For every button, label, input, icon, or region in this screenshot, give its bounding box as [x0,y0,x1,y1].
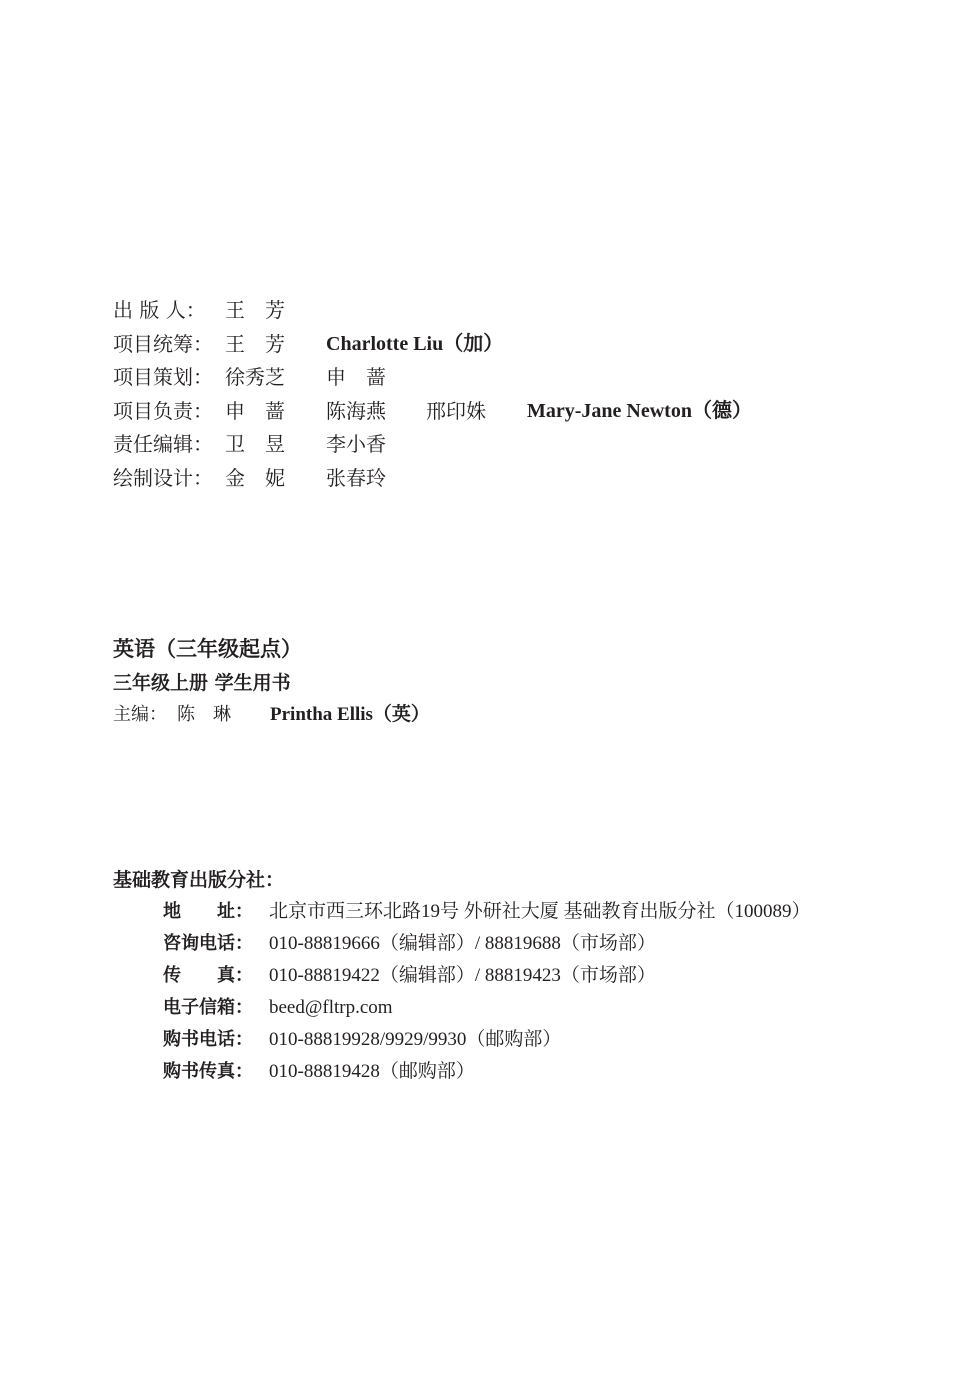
contact-value: 010-88819928/9929/9930（邮购部） [269,1029,562,1050]
contact-row-address [163,896,811,928]
credit-name: 邢印姝 [426,398,486,423]
credit-row-planning [113,361,386,395]
credit-name: 李小香 [326,432,386,456]
credit-row-coordination [113,328,504,362]
credit-name: 王 芳 [225,298,285,322]
contact-label: 电子信箱： [163,997,253,1018]
contact-row-email [163,992,811,1024]
credit-name: Charlotte Liu（加） [326,332,504,355]
editor-name: Printha Ellis（英） [270,704,430,725]
contact-value: 010-88819666（编辑部）/ 88819688（市场部） [269,933,656,954]
credit-name: 卫 昱 [225,432,285,456]
credit-label: 出 版 人： [113,298,206,322]
contact-row-inquiry-phone [163,928,811,960]
credit-name: 张春玲 [326,465,386,490]
credit-name: 金 妮 [225,465,285,490]
credit-label: 项目负责： [113,398,213,423]
contact-label: 购书传真： [163,1061,253,1082]
credit-label: 绘制设计： [113,465,213,490]
book-subtitle: 三年级上册 学生用书 [113,672,291,694]
contact-value: 010-88819428（邮购部） [269,1061,475,1082]
credit-row-editors [113,428,386,462]
credits-block [113,294,752,495]
credit-row-publisher [113,294,285,328]
credit-name: 陈海燕 [326,398,386,423]
contact-label: 咨询电话： [163,933,253,954]
contact-value: 北京市西三环北路19号 外研社大厦 基础教育出版分社（100089） [269,901,811,922]
contact-label: 传 真： [163,965,253,986]
chief-editors [113,700,430,730]
contact-label: 购书电话： [163,1029,253,1050]
book-title: 英语（三年级起点） [113,637,302,661]
credit-name: 徐秀芝 [225,365,285,389]
credit-name: 申 蔷 [225,398,285,423]
editor-label: 主编： [113,704,167,725]
contact-row-order-phone [163,1024,811,1056]
book-info [113,632,430,730]
credit-label: 责任编辑： [113,432,213,456]
credit-label: 项目策划： [113,365,213,389]
credit-row-management [113,395,752,429]
publisher-contacts [163,896,811,1088]
contact-value: beed@fltrp.com [269,997,393,1018]
editor-name: 陈 琳 [177,704,231,725]
credit-name: 申 蔷 [326,365,386,389]
publisher-info [113,864,811,1088]
contact-row-fax [163,960,811,992]
contact-row-order-fax [163,1056,811,1088]
credit-row-design [113,462,386,496]
credit-name: 王 芳 [225,331,285,356]
credit-label: 项目统筹： [113,331,213,356]
publisher-heading: 基础教育出版分社： [113,869,285,891]
credit-name: Mary-Jane Newton（德） [527,399,752,422]
contact-label: 地 址： [163,901,253,922]
contact-value: 010-88819422（编辑部）/ 88819423（市场部） [269,965,656,986]
